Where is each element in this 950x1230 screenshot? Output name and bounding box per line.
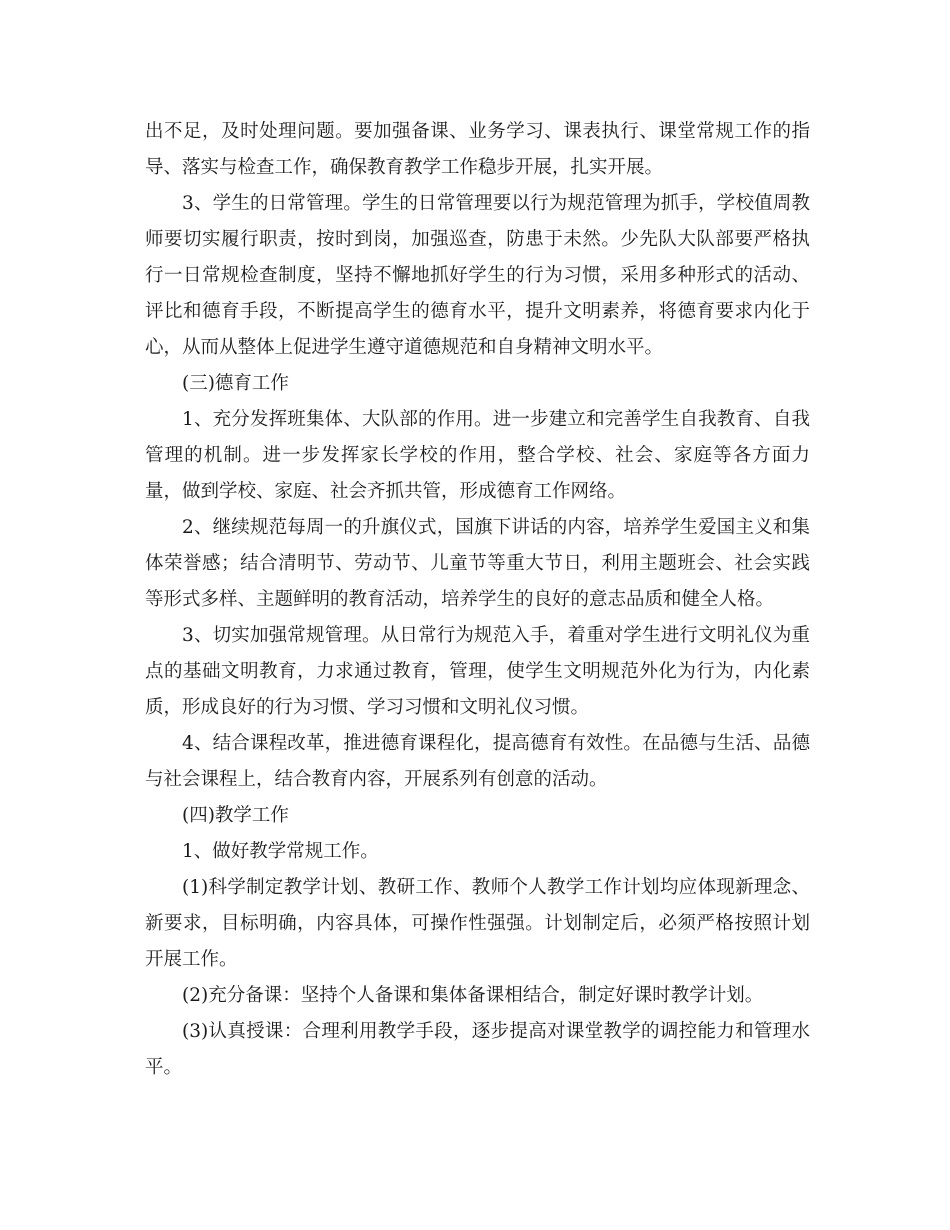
paragraph-7: 4、结合课程改革，推进德育课程化，提高德育有效性。在品德与生活、品德与社会课程上，结合教育内容，开展系列有创意的活动。: [145, 733, 810, 790]
paragraph-11: (2)充分备课：坚持个人备课和集体备课相结合，制定好课时教学计划。: [182, 985, 764, 1006]
paragraph-4: 1、充分发挥班集体、大队部的作用。进一步建立和完善学生自我教育、自我管理的机制。进一步发挥家长学校的作用，整合学校、社会、家庭等各方面力量，做到学校、家庭、社会齐抓共管，形成德育工作网络。: [145, 409, 810, 502]
paragraph-2: 3、学生的日常管理。学生的日常管理要以行为规范管理为抓手，学校值周教师要切实履行职责，按时到岗，加强巡查，防患于未然。少先队大队部要严格执行一日常规检查制度，坚持不懈地抓好学生的行为习惯，采用多种形式的活动、评比和德育手段，不断提高学生的德育水平，提升文明素养，将德育要求内化于心，从而从整体上促进学生遵守道德规范和自身精神文明水平。: [145, 193, 810, 358]
paragraph-6: 3、切实加强常规管理。从日常行为规范入手，着重对学生进行文明礼仪为重点的基础文明教育，力求通过教育，管理，使学生文明规范外化为行为，内化素质，形成良好的行为习惯、学习习惯和文明礼仪习惯。: [145, 625, 810, 718]
section-heading-4: (四)教学工作: [182, 805, 289, 826]
section-heading-3: (三)德育工作: [182, 373, 289, 394]
paragraph-10: (1)科学制定教学计划、教研工作、教师个人教学工作计划均应体现新理念、新要求，目标明确，内容具体，可操作性强强。计划制定后，必须严格按照计划开展工作。: [145, 877, 810, 970]
paragraph-9: 1、做好教学常规工作。: [182, 841, 379, 862]
document-page: [145, 114, 810, 1086]
paragraph-5: 2、继续规范每周一的升旗仪式，国旗下讲话的内容，培养学生爱国主义和集体荣誉感；结合清明节、劳动节、儿童节等重大节日，利用主题班会、社会实践等形式多样、主题鲜明的教育活动，培养学生的良好的意志品质和健全人格。: [145, 517, 810, 610]
paragraph-12: (3)认真授课：合理利用教学手段，逐步提高对课堂教学的调控能力和管理水平。: [145, 1021, 810, 1078]
paragraph-1: 出不足，及时处理问题。要加强备课、业务学习、课表执行、课堂常规工作的指导、落实与检查工作，确保教育教学工作稳步开展，扎实开展。: [145, 121, 810, 178]
